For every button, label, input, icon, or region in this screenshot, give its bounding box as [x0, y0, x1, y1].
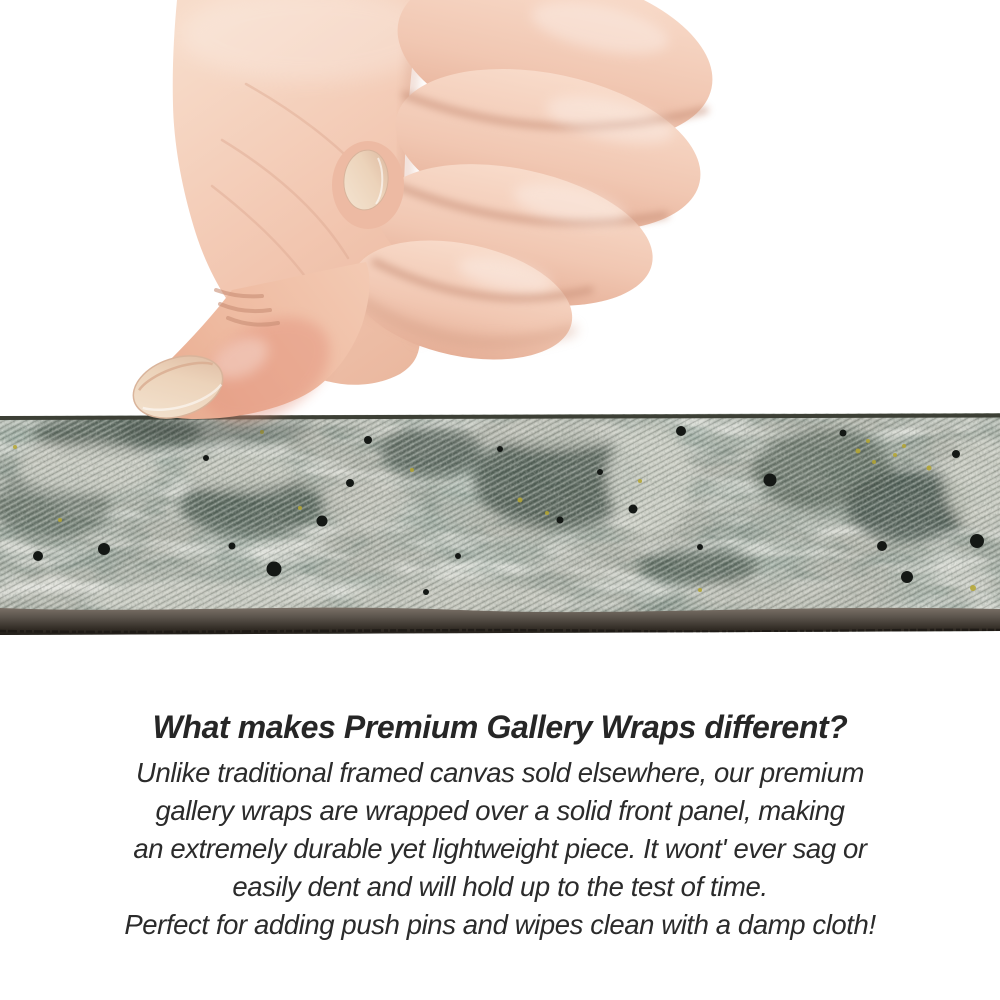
caption-block: [0, 708, 1000, 944]
thumb-contact-shadow: [120, 417, 310, 443]
caption-line: Unlike traditional framed canvas sold elsewhere, our premium: [135, 757, 864, 788]
caption-line: easily dent and will hold up to the test of time.: [232, 871, 768, 902]
caption-line: an extremely durable yet lightweight piece. It wont' ever sag or: [133, 833, 867, 864]
index-fingertip: [332, 141, 404, 229]
canvas-top-highlight: [430, 411, 1000, 413]
caption-line: gallery wraps are wrapped over a solid front panel, making: [155, 795, 845, 826]
hand-fist-thumb-down: [125, 0, 728, 444]
canvas-strip: [0, 405, 1000, 640]
caption-heading: What makes Premium Gallery Wraps different?: [152, 709, 848, 745]
caption-line: Perfect for adding push pins and wipes clean with a damp cloth!: [124, 909, 876, 940]
